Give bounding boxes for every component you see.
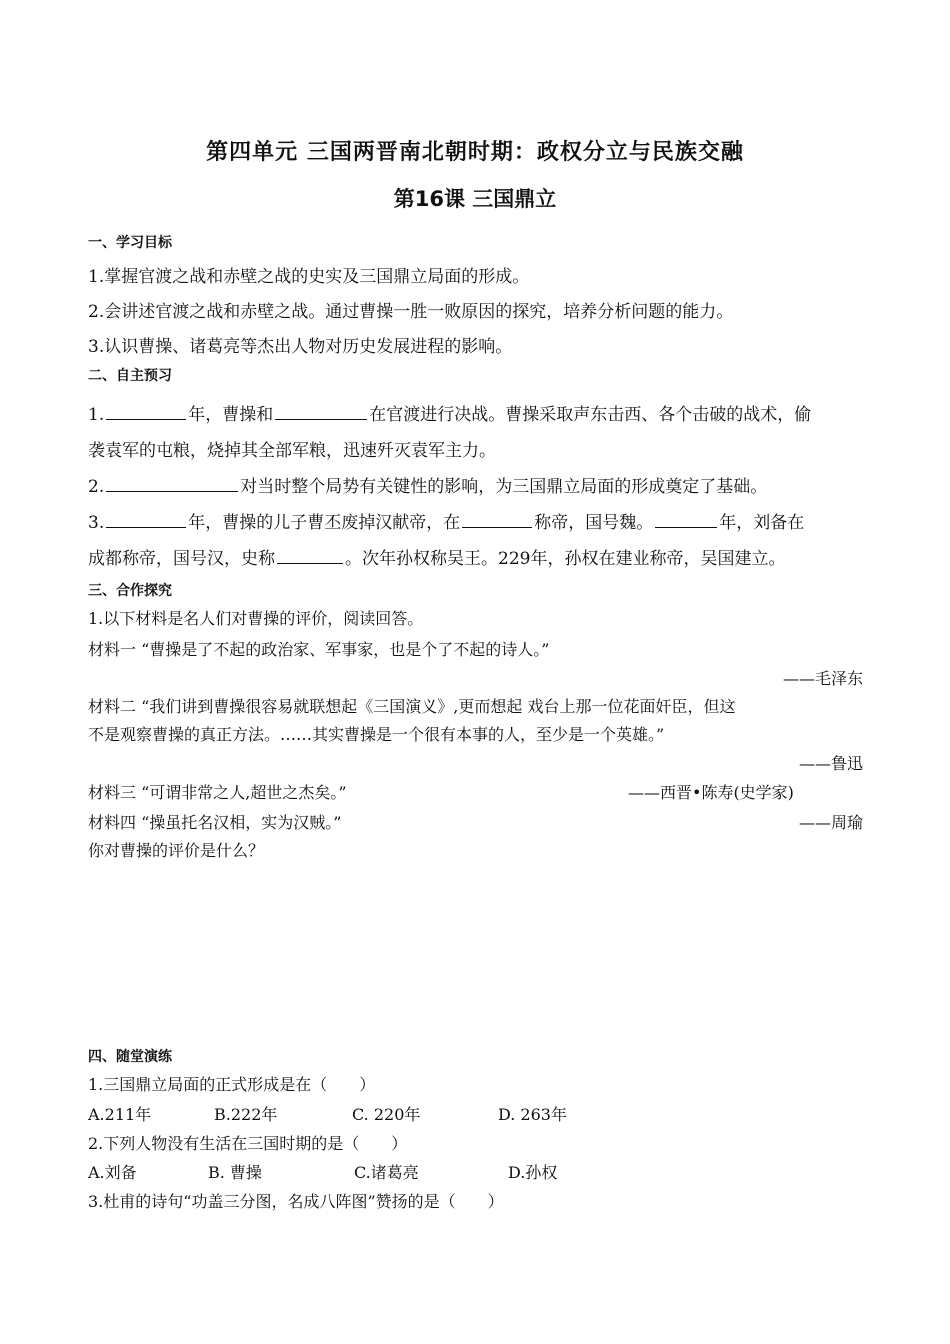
option-d[interactable]: D. 263年 [498,1105,567,1124]
fill-blank-battle[interactable] [106,473,238,492]
preview-q1-line1 [88,400,811,425]
lesson-title: 第16课 三国鼎立 [393,187,557,211]
preview-q2 [88,472,767,497]
q2-text: 对当时整个局势有关键性的影响，为三国鼎立局面的形成奠定了基础。 [240,477,768,497]
fill-blank-city[interactable] [462,509,532,528]
material-one-source: ——毛泽东 [782,669,863,688]
objective-item: 2.会讲述官渡之战和赤壁之战。通过曹操一胜一败原因的探究，培养分析问题的能力。 [88,302,734,322]
fill-blank-year[interactable] [106,401,186,420]
section-heading-preview: 二、自主预习 [88,368,172,384]
explore-intro: 1.以下材料是名人们对曹操的评价，阅读回答。 [88,609,424,628]
section-heading-objectives: 一、学习目标 [88,235,172,251]
material-two-line2: 不是观察曹操的真正方法。……其实曹操是一个很有本事的人，至少是一个英雄。” [88,725,665,744]
option-c[interactable]: C. 220年 [352,1105,421,1124]
q3-number: 3. [88,513,105,533]
option-c[interactable]: C.诸葛亮 [354,1163,419,1182]
option-a[interactable]: A.211年 [88,1105,152,1124]
material-four: 材料四 “操虽托名汉相，实为汉贼。” [88,813,342,832]
q1-number: 1. [88,405,105,425]
material-three-source: ——西晋•陈寿(史学家) [628,783,794,802]
practice-q3: 3.杜甫的诗句“功盖三分图，名成八阵图”赞扬的是（ ） [88,1192,504,1211]
q1-text: 年，曹操和 [188,405,274,425]
option-b[interactable]: B.222年 [214,1105,278,1124]
fill-blank-year[interactable] [106,509,186,528]
practice-q2-options [88,1160,557,1183]
section-heading-practice: 四、随堂演练 [88,1049,172,1065]
practice-q2: 2.下列人物没有生活在三国时期的是（ ） [88,1134,408,1153]
preview-q1-line2: 袭袁军的屯粮，烧掉其全部军粮，迅速歼灭袁军主力。 [88,441,496,461]
q3-text-cont: 称帝，国号魏。 [534,513,654,533]
section-heading-explore: 三、合作探究 [88,583,172,599]
explore-question: 你对曹操的评价是什么？ [88,841,265,860]
option-d[interactable]: D.孙权 [508,1163,558,1182]
material-two-source: ——鲁迅 [798,754,863,773]
option-b[interactable]: B. 曹操 [208,1163,262,1182]
q1-text-cont: 在官渡进行决战。曹操采取声东击西、各个击破的战术，偷 [369,405,812,425]
q3-line2-text: 成都称帝，国号汉，史称 [88,549,275,569]
fill-blank-opponent[interactable] [275,401,367,420]
q2-number: 2. [88,477,105,497]
material-two-line1: 材料二 “我们讲到曹操很容易就联想起《三国演义》,更而想起 戏台上那一位花面奸臣，但这 [88,697,736,716]
unit-title: 第四单元 三国两晋南北朝时期：政权分立与民族交融 [206,140,744,165]
fill-blank-year[interactable] [655,509,717,528]
objective-item: 3.认识曹操、诸葛亮等杰出人物对历史发展进程的影响。 [88,337,513,357]
fill-blank-name[interactable] [277,545,343,564]
material-one: 材料一 “曹操是了不起的政治家、军事家，也是个了不起的诗人。” [88,640,550,659]
preview-q3-line2 [88,544,785,569]
material-four-source: ——周瑜 [798,813,863,832]
q3-line2-end: 。次年孙权称吴王。229年，孙权在建业称帝，吴国建立。 [345,549,786,569]
material-three: 材料三 “可谓非常之人,超世之杰矣。” [88,783,347,802]
practice-q1-options [88,1102,567,1125]
practice-q1: 1.三国鼎立局面的正式形成是在（ ） [88,1075,376,1094]
q3-text: 年，曹操的儿子曹丕废掉汉献帝，在 [188,513,461,533]
option-a[interactable]: A.刘备 [88,1163,137,1182]
q3-text-end: 年，刘备在 [719,513,805,533]
preview-q3-line1 [88,508,804,533]
objective-item: 1.掌握官渡之战和赤壁之战的史实及三国鼎立局面的形成。 [88,267,530,287]
